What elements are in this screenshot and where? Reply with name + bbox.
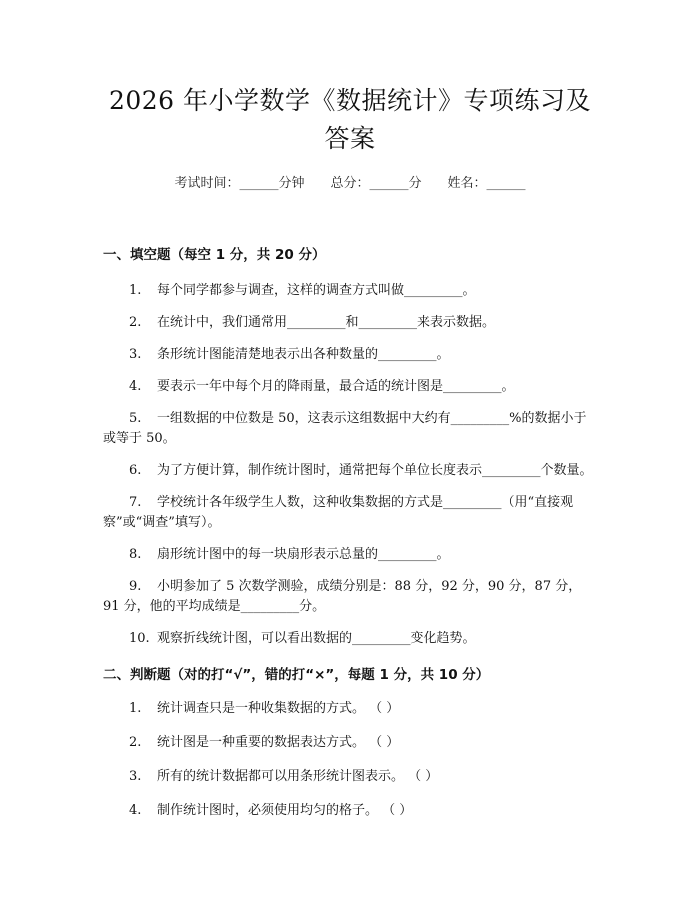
question-item xyxy=(103,377,597,397)
question-number: 7. xyxy=(129,495,142,510)
question-text: 观察折线统计图，可以看出数据的_________变化趋势。 xyxy=(157,631,476,646)
question-text: 要表示一年中每个月的降雨量，最合适的统计图是_________。 xyxy=(157,379,515,394)
section-heading-true-false: 二、判断题（对的打“√”，错的打“×”，每题 1 分，共 10 分） xyxy=(103,667,490,683)
question-number: 10. xyxy=(129,631,150,646)
question-item xyxy=(103,493,597,533)
question-text: 学校统计各年级学生人数，这种收集数据的方式是_________（用“直接观察”或“调查”填写）。 xyxy=(103,495,574,530)
question-text: 扇形统计图中的每一块扇形表示总量的_________。 xyxy=(157,547,450,562)
question-item xyxy=(103,699,597,719)
question-number: 4. xyxy=(129,379,142,394)
question-number: 3. xyxy=(129,769,142,784)
question-item xyxy=(103,545,597,565)
question-item xyxy=(103,345,597,365)
question-text: 为了方便计算，制作统计图时，通常把每个单位长度表示_________个数量。 xyxy=(157,463,593,478)
question-item xyxy=(103,281,597,301)
exam-time-label: 考试时间：______分钟 xyxy=(174,176,305,191)
question-text: 统计调查只是一种收集数据的方式。 （ ） xyxy=(157,701,400,716)
total-score-label: 总分：______分 xyxy=(330,176,422,191)
question-item xyxy=(103,733,597,753)
true-false-question-list xyxy=(103,699,597,821)
question-item xyxy=(103,629,597,649)
question-number: 8. xyxy=(129,547,142,562)
question-text: 小明参加了 5 次数学测验，成绩分别是：88 分，92 分，90 分，87 分，91 分，他的平均成绩是_________分。 xyxy=(103,579,582,614)
question-text: 每个同学都参与调查，这样的调查方式叫做_________。 xyxy=(157,283,476,298)
question-number: 2. xyxy=(129,315,142,330)
question-number: 1. xyxy=(129,701,142,716)
question-number: 9. xyxy=(129,579,142,594)
question-number: 4. xyxy=(129,803,142,818)
question-item xyxy=(103,767,597,787)
question-text: 一组数据的中位数是 50，这表示这组数据中大约有_________%的数据小于或等于 50。 xyxy=(103,411,587,446)
question-text: 统计图是一种重要的数据表达方式。 （ ） xyxy=(157,735,400,750)
question-number: 5. xyxy=(129,411,142,426)
question-text: 所有的统计数据都可以用条形统计图表示。 （ ） xyxy=(157,769,439,784)
question-text: 条形统计图能清楚地表示出各种数量的_________。 xyxy=(157,347,450,362)
question-number: 3. xyxy=(129,347,142,362)
exam-info-line xyxy=(103,172,597,191)
student-name-label: 姓名：______ xyxy=(447,176,526,191)
question-number: 2. xyxy=(129,735,142,750)
question-item xyxy=(103,577,597,617)
question-number: 1. xyxy=(129,283,142,298)
question-item xyxy=(103,801,597,821)
page-title: 2026 年小学数学《数据统计》专项练习及答案 xyxy=(108,86,592,153)
question-item xyxy=(103,409,597,449)
section-heading-fill-blank: 一、填空题（每空 1 分，共 20 分） xyxy=(103,247,326,263)
question-item xyxy=(103,313,597,333)
question-number: 6. xyxy=(129,463,142,478)
fill-blank-question-list xyxy=(103,281,597,649)
question-item xyxy=(103,461,597,481)
question-text: 制作统计图时，必须使用均匀的格子。 （ ） xyxy=(157,803,413,818)
question-text: 在统计中，我们通常用_________和_________来表示数据。 xyxy=(157,315,496,330)
